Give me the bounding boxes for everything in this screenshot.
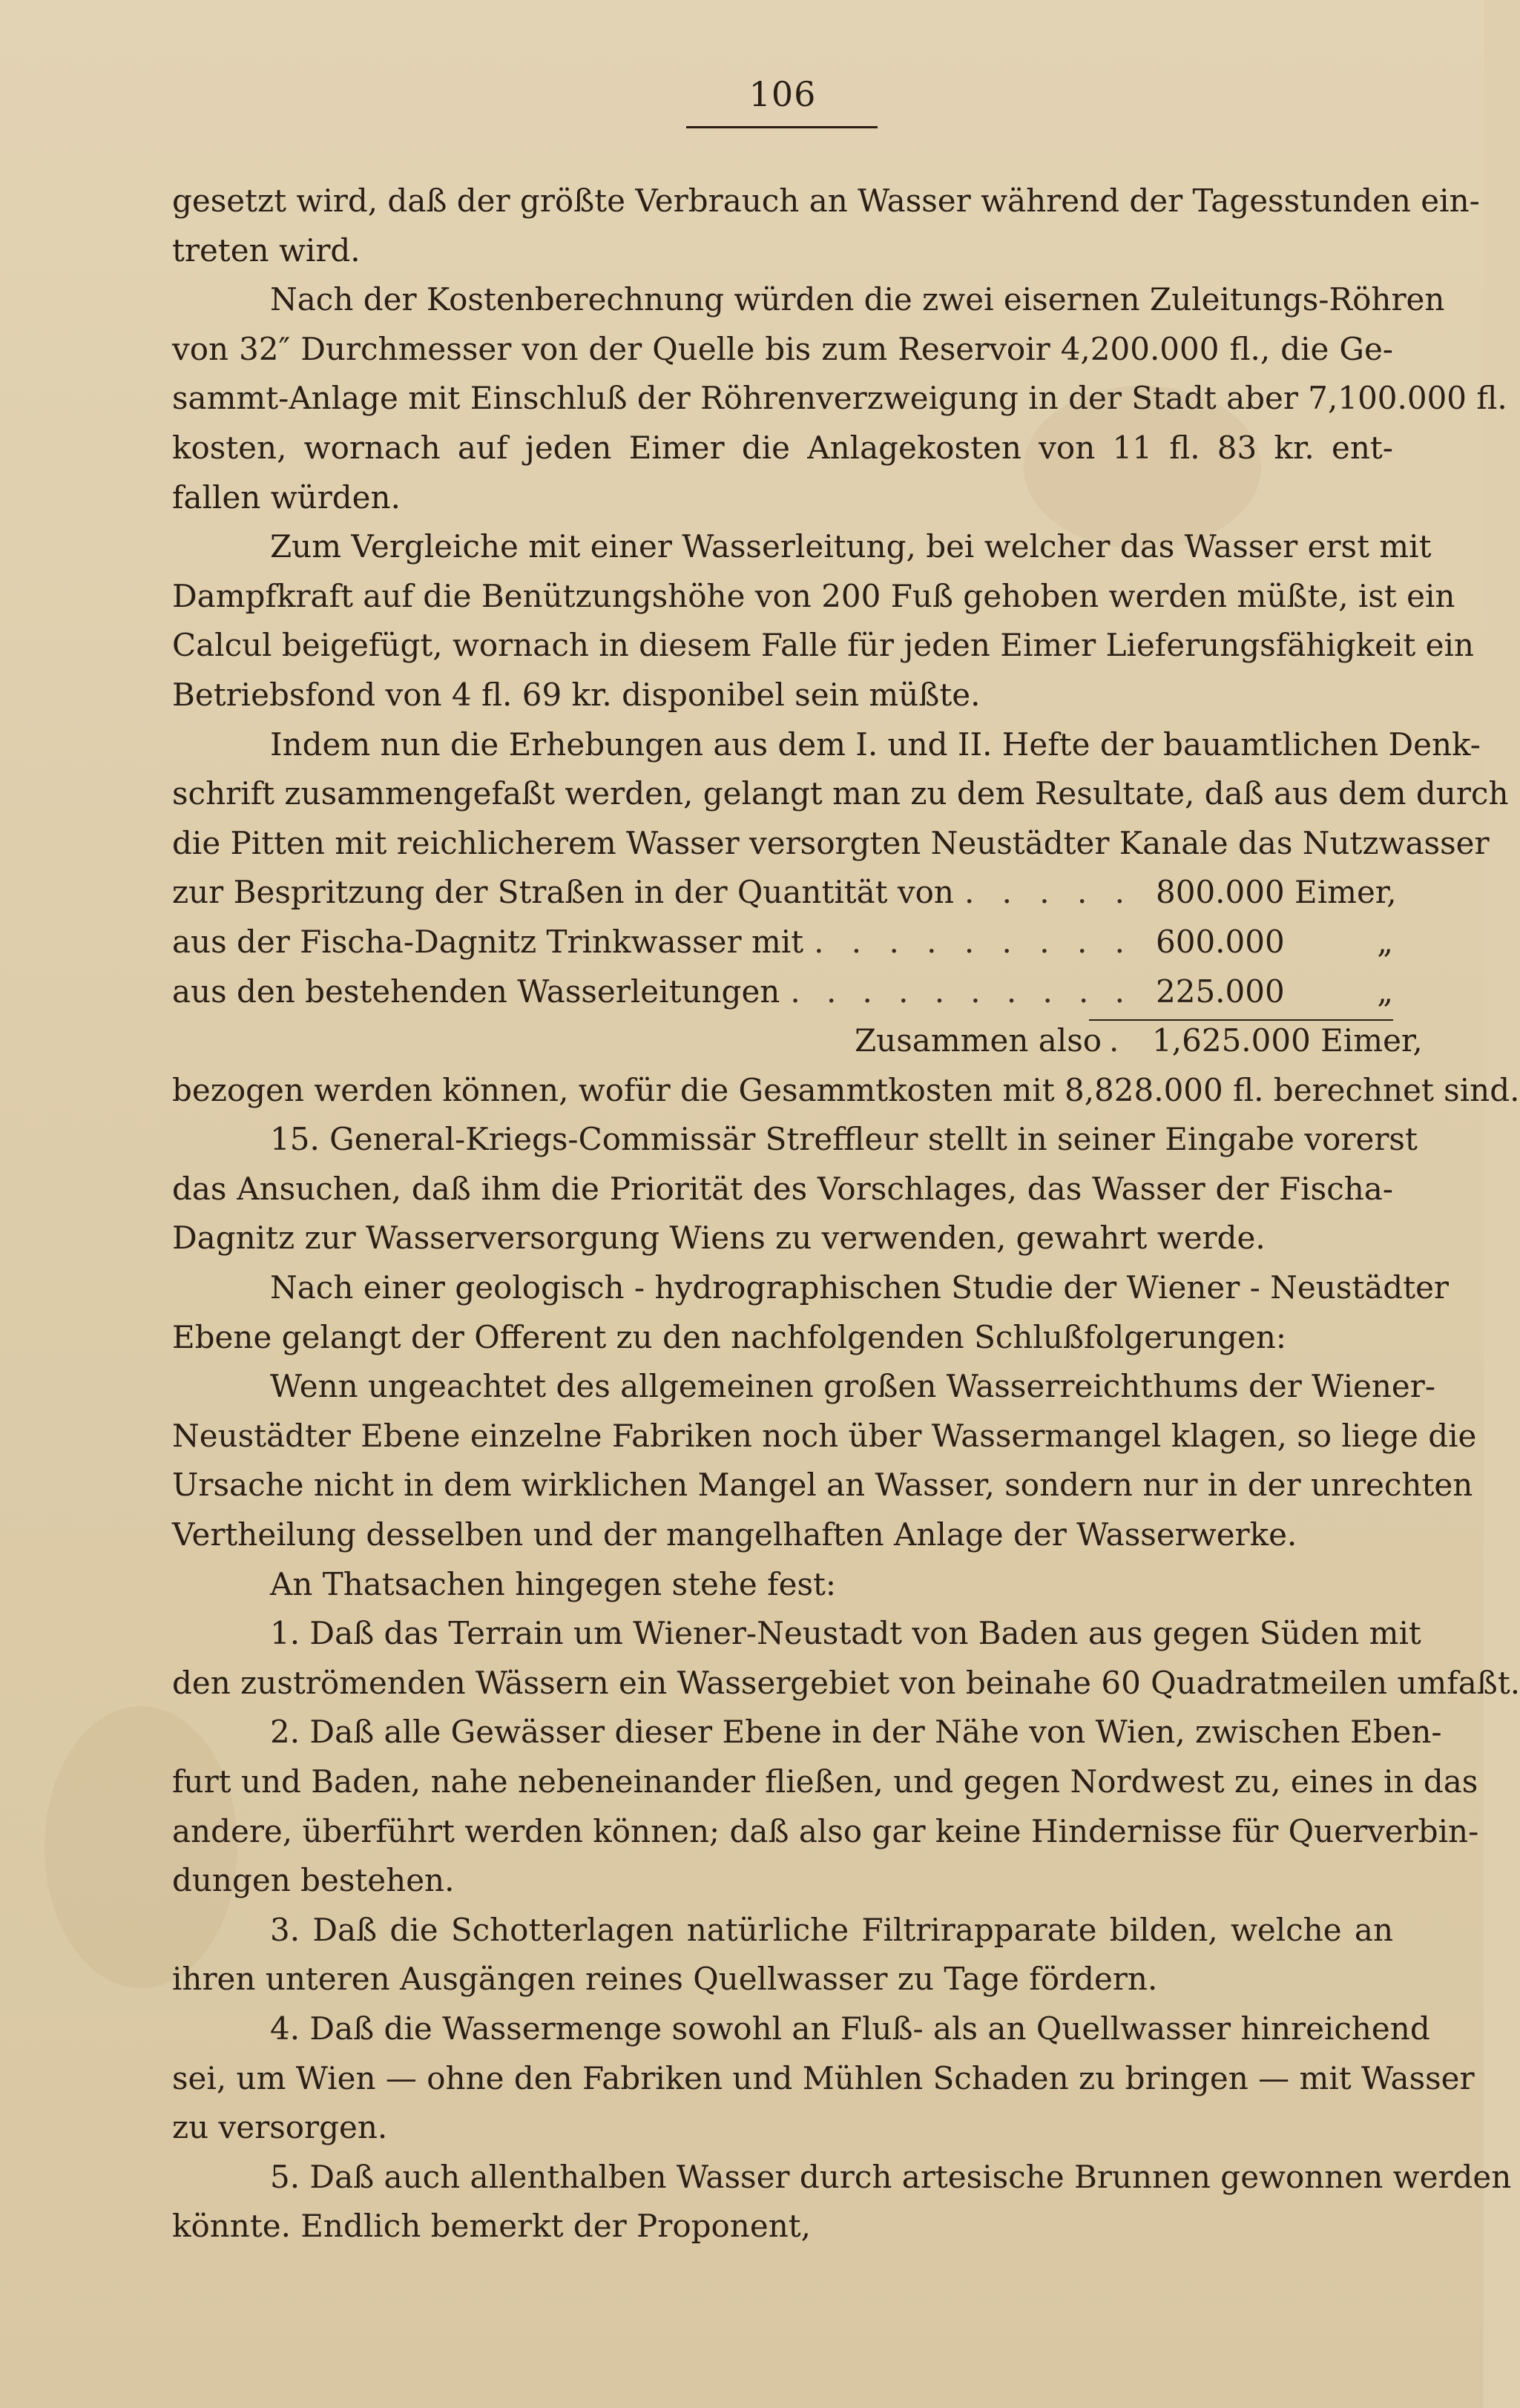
total-value: 1,625.000 Eimer, (1152, 1022, 1423, 1059)
text-line: fallen würden. (172, 478, 401, 516)
text-line: 3. Daß die Schotterlagen natürliche Filtrirapparate bilden, welche an (270, 1911, 1393, 1948)
text-line: dungen bestehen. (172, 1862, 455, 1899)
text-line: Ebene gelangt der Offerent zu den nachfolgenden Schlußfolgerungen: (172, 1318, 1287, 1355)
text-line: zu versorgen. (172, 2109, 388, 2146)
text-line: das Ansuchen, daß ihm die Priorität des Vorschlages, das Wasser der Fischa- (172, 1170, 1393, 1207)
supply-label: aus den bestehenden Wasserleitungen (172, 973, 780, 1010)
supply-row (172, 967, 1393, 1017)
text-line: die Pitten mit reichlicherem Wasser versorgten Neustädter Kanale das Nutzwasser (172, 824, 1490, 861)
text-line: bezogen werden können, wofür die Gesammtkosten mit 8,828.000 fl. berechnet sind. (172, 1071, 1520, 1108)
text-line: Indem nun die Erhebungen aus dem I. und II. Hefte der bauamtlichen Denk- (270, 726, 1481, 763)
text-line: 5. Daß auch allenthalben Wasser durch artesische Brunnen gewonnen werden (270, 2158, 1512, 2195)
text-line: 1. Daß das Terrain um Wiener-Neustadt von Baden aus gegen Süden mit (270, 1615, 1421, 1652)
leader-dots: . (1109, 1022, 1127, 1059)
page-number: 106 (749, 74, 817, 114)
text-line: Wenn ungeachtet des allgemeinen großen Wasserreichthums der Wiener- (270, 1368, 1436, 1405)
leader-dots: . . . . . . . . . . (790, 973, 1132, 1010)
text-line: kosten, wornach auf jeden Eimer die Anlagekosten von 11 fl. 83 kr. ent- (172, 429, 1393, 466)
text-line: Vertheilung desselben und der mangelhaften Anlage der Wasserwerke. (172, 1516, 1297, 1553)
text-line: sammt-Anlage mit Einschluß der Röhrenverzweigung in der Stadt aber 7,100.000 fl. (172, 380, 1507, 417)
text-line: gesetzt wird, daß der größte Verbrauch an Wasser während der Tagesstunden ein- (172, 182, 1480, 219)
header-rule (686, 126, 878, 128)
supply-label: zur Bespritzung der Straßen in der Quantität von (172, 874, 954, 911)
text-line: den zuströmenden Wässern ein Wassergebiet von beinahe 60 Quadratmeilen umfaßt. (172, 1664, 1520, 1701)
leader-dots: . . . . . (964, 874, 1132, 911)
supply-value: 225.000 „ (1156, 973, 1393, 1010)
text-line: andere, überführt werden können; daß also gar keine Hindernisse für Querverbin- (172, 1812, 1479, 1849)
leader-dots: . . . . . . . . . (814, 923, 1132, 960)
total-label: Zusammen also (855, 1022, 1102, 1059)
supply-label: aus der Fischa-Dagnitz Trinkwasser mit (172, 923, 804, 960)
text-line: Dagnitz zur Wasserversorgung Wiens zu verwenden, gewahrt werde. (172, 1220, 1266, 1257)
text-line: Nach einer geologisch - hydrographischen Studie der Wiener - Neustädter (270, 1269, 1450, 1306)
supply-row (172, 918, 1393, 967)
text-line: könnte. Endlich bemerkt der Proponent, (172, 2208, 811, 2245)
text-line: Betriebsfond von 4 fl. 69 kr. disponibel sein müßte. (172, 676, 981, 713)
supply-value: 600.000 „ (1156, 923, 1393, 960)
text-line: 15. General-Kriegs-Commissär Streffleur stellt in seiner Eingabe vorerst (270, 1121, 1418, 1158)
text-line: Dampfkraft auf die Benützungshöhe von 200 Fuß gehoben werden müßte, ist ein (172, 577, 1455, 614)
text-line: ihren unteren Ausgängen reines Quellwasser zu Tage fördern. (172, 1961, 1158, 1998)
text-line: Ursache nicht in dem wirklichen Mangel an Wasser, sondern nur in der unrechten (172, 1467, 1473, 1504)
body-text (172, 177, 1520, 2251)
text-line: 2. Daß alle Gewässer dieser Ebene in der Nähe von Wien, zwischen Eben- (270, 1714, 1442, 1751)
text-line: An Thatsachen hingegen stehe fest: (270, 1565, 837, 1602)
supply-value: 800.000 Eimer, (1156, 874, 1397, 911)
text-line: Neustädter Ebene einzelne Fabriken noch über Wassermangel klagen, so liege die (172, 1417, 1477, 1454)
sum-rule (1089, 1019, 1393, 1021)
text-line: furt und Baden, nahe nebeneinander fließen, und gegen Nordwest zu, eines in das (172, 1763, 1478, 1800)
supply-row (172, 868, 1397, 918)
text-line: Zum Vergleiche mit einer Wasserleitung, bei welcher das Wasser erst mit (270, 528, 1432, 565)
text-line: sei, um Wien — ohne den Fabriken und Mühlen Schaden zu bringen — mit Wasser (172, 2059, 1475, 2096)
text-line: Calcul beigefügt, wornach in diesem Falle für jeden Eimer Lieferungsfähigkeit ein (172, 627, 1474, 664)
text-line: Nach der Kostenberechnung würden die zwei eisernen Zuleitungs-Röhren (270, 281, 1445, 318)
text-line: von 32″ Durchmesser von der Quelle bis zum Reservoir 4,200.000 fl., die Ge- (172, 330, 1393, 367)
total-row (172, 1016, 1423, 1066)
text-line: schrift zusammengefaßt werden, gelangt man zu dem Resultate, daß aus dem durch (172, 775, 1509, 812)
text-line: treten wird. (172, 231, 361, 269)
text-line: 4. Daß die Wassermenge sowohl an Fluß- als an Quellwasser hinreichend (270, 2010, 1430, 2047)
